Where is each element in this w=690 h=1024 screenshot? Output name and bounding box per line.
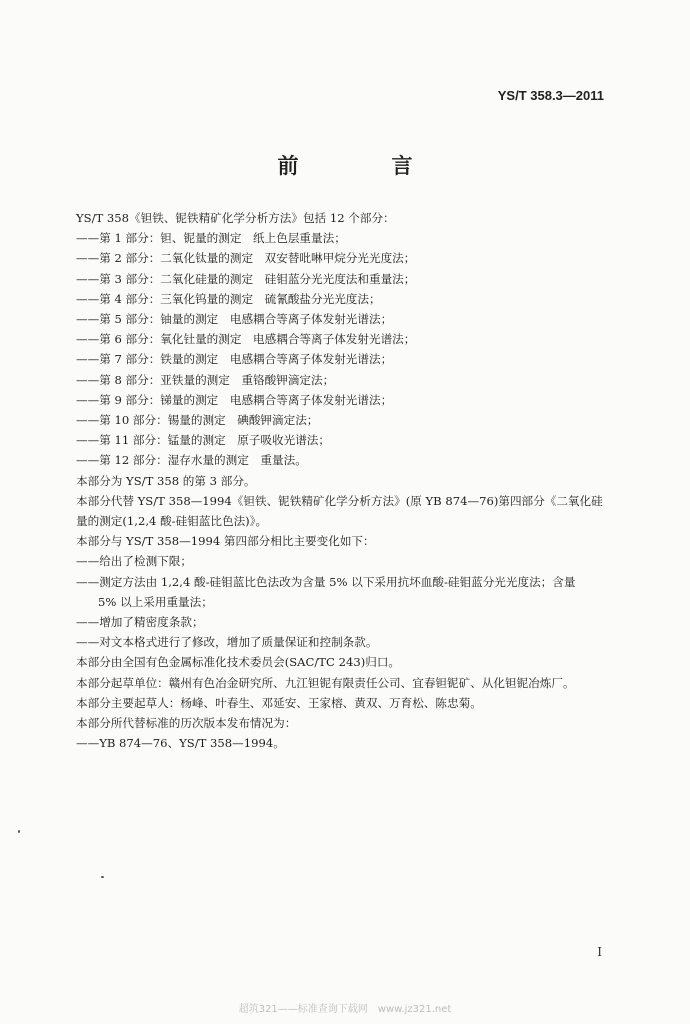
scan-speck: [18, 830, 20, 833]
document-body: [62, 208, 614, 753]
part-item: ——第 9 部分：锑量的测定 电感耦合等离子体发射光谱法；: [76, 392, 393, 407]
change-item-continuation: 5% 以上采用重量法；: [98, 594, 213, 609]
part-item: ——第 10 部分：锡量的测定 碘酸钾滴定法；: [76, 413, 319, 428]
intro-paragraph: YS/T 358《钽铁、铌铁精矿化学分析方法》包括 12 个部分：: [76, 211, 395, 225]
part-item: ——第 6 部分：氧化钍量的测定 电感耦合等离子体发射光谱法；: [76, 332, 416, 347]
drafters-paragraph: 本部分主要起草人：杨峰、叶春生、邓延安、王家榕、黄双、万育松、陈忠菊。: [76, 695, 482, 710]
part-item: ——第 8 部分：亚铁量的测定 重铬酸钾滴定法；: [76, 372, 335, 387]
history-intro-paragraph: 本部分所代替标准的历次版本发布情况为：: [76, 716, 297, 731]
part-item: ——第 7 部分：铁量的测定 电感耦合等离子体发射光谱法；: [76, 352, 393, 367]
change-item: ——测定方法由 1,2,4 酸-硅钼蓝比色法改为含量 5% 以下采用抗坏血酸-硅钼蓝分光光度法；含量: [76, 574, 576, 589]
drafting-units-paragraph: 本部分起草单位：赣州有色冶金研究所、九江钽铌有限责任公司、宜春钽铌矿、从化钽铌冶炼厂。: [76, 675, 575, 690]
page-number: I: [597, 945, 602, 959]
part-item: ——第 4 部分：三氧化钨量的测定 硫氰酸盐分光光度法；: [76, 291, 381, 306]
history-item: ——YB 874—76、YS/T 358—1994。: [76, 736, 285, 751]
part-item: ——第 11 部分：锰量的测定 原子吸收光谱法；: [76, 433, 330, 448]
scan-speck: [101, 876, 104, 878]
part-item: ——第 3 部分：二氧化硅量的测定 硅钼蓝分光光度法和重量法；: [76, 271, 416, 286]
standard-number: YS/T 358.3—2011: [497, 88, 604, 103]
footer-watermark: 超筑321——标准查询下载网 www.jz321.net: [238, 1004, 452, 1015]
this-part-paragraph: 本部分为 YS/T 358 的第 3 部分。: [76, 473, 256, 488]
change-item: ——增加了精密度条款；: [76, 615, 204, 630]
change-item: ——对文本格式进行了修改，增加了质量保证和控制条款。: [76, 635, 378, 650]
change-item: ——给出了检测下限；: [76, 554, 192, 569]
page-title: 前 言: [277, 154, 449, 178]
part-item: ——第 12 部分：湿存水量的测定 重量法。: [76, 453, 307, 468]
replaces-paragraph: 本部分代替 YS/T 358—1994《钽铁、铌铁精矿化学分析方法》(原 YB 874—76)第四部分《二氧化硅量的测定(1,2,4 酸-硅钼蓝比色法)》。: [76, 493, 603, 529]
changes-intro-paragraph: 本部分与 YS/T 358—1994 第四部分相比主要变化如下：: [76, 534, 375, 549]
part-item: ——第 5 部分：铀量的测定 电感耦合等离子体发射光谱法；: [76, 312, 393, 327]
committee-paragraph: 本部分由全国有色金属标准化技术委员会(SAC/TC 243)归口。: [76, 655, 401, 670]
part-item: ——第 2 部分：二氧化钛量的测定 双安替吡啉甲烷分光光度法；: [76, 251, 416, 266]
part-item: ——第 1 部分：钽、铌量的测定 纸上色层重量法；: [76, 231, 346, 246]
